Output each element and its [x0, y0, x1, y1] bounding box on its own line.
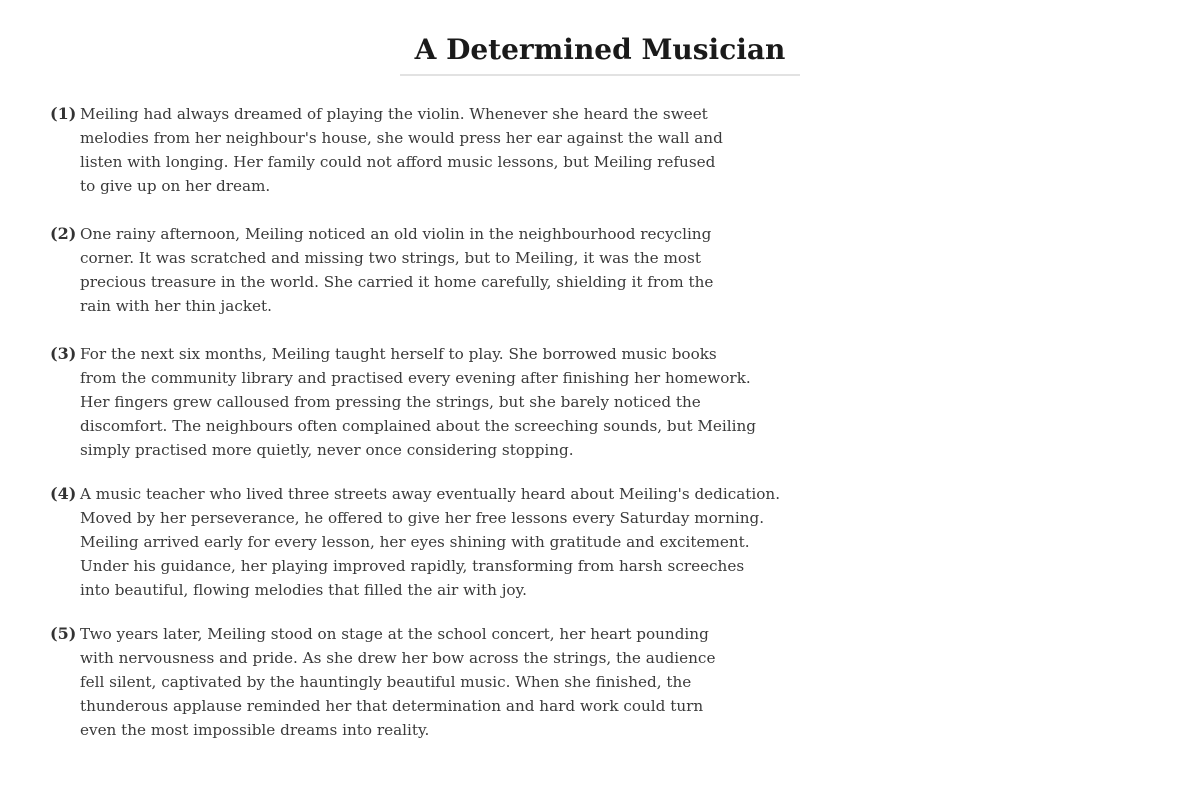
text-line: precious treasure in the world. She carried it home carefully, shielding it from the	[80, 273, 714, 291]
paragraph-2	[50, 222, 780, 318]
text-line: Meiling arrived early for every lesson, her eyes shining with gratitude and excitement.	[80, 533, 750, 551]
text-line: to give up on her dream.	[80, 177, 271, 195]
paragraph-number: (3)	[50, 344, 77, 363]
paragraph-3	[50, 342, 780, 462]
text-line: into beautiful, flowing melodies that filled the air with joy.	[80, 581, 527, 599]
paragraph-text	[80, 342, 780, 462]
text-line: corner. It was scratched and missing two strings, but to Meiling, it was the most	[80, 249, 701, 267]
paragraph-number: (5)	[50, 624, 77, 643]
text-line: Two years later, Meiling stood on stage at the school concert, her heart pounding	[80, 625, 709, 643]
text-line: One rainy afternoon, Meiling noticed an old violin in the neighbourhood recycling	[80, 225, 712, 243]
text-line: with nervousness and pride. As she drew her bow across the strings, the audience	[80, 649, 716, 667]
text-line: from the community library and practised every evening after finishing her homework.	[80, 369, 751, 387]
paragraph-text	[80, 482, 780, 602]
text-line: rain with her thin jacket.	[80, 297, 272, 315]
text-line: discomfort. The neighbours often complained about the screeching sounds, but Meiling	[80, 417, 756, 435]
text-line: melodies from her neighbour's house, she would press her ear against the wall and	[80, 129, 723, 147]
paragraph-number: (2)	[50, 224, 77, 243]
text-line: even the most impossible dreams into reality.	[80, 721, 430, 739]
paragraph-text	[80, 102, 780, 198]
text-line: For the next six months, Meiling taught herself to play. She borrowed music books	[80, 345, 717, 363]
paragraph-4	[50, 482, 780, 602]
paragraph-1	[50, 102, 780, 198]
text-line: Her fingers grew calloused from pressing the strings, but she barely noticed the	[80, 393, 701, 411]
text-line: Meiling had always dreamed of playing the violin. Whenever she heard the sweet	[80, 105, 708, 123]
page-title: A Determined Musician	[400, 28, 800, 76]
text-line: simply practised more quietly, never once considering stopping.	[80, 441, 574, 459]
paragraph-text	[80, 622, 780, 742]
paragraph-number: (1)	[50, 104, 77, 123]
paragraph-5	[50, 622, 780, 742]
text-line: Under his guidance, her playing improved rapidly, transforming from harsh screeches	[80, 557, 745, 575]
text-line: thunderous applause reminded her that determination and hard work could turn	[80, 697, 704, 715]
text-line: A music teacher who lived three streets away eventually heard about Meiling's dedication.	[80, 485, 781, 503]
text-line: Moved by her perseverance, he offered to give her free lessons every Saturday morning.	[80, 509, 765, 527]
paragraph-number: (4)	[50, 484, 77, 503]
text-line: fell silent, captivated by the hauntingly beautiful music. When she finished, the	[80, 673, 692, 691]
text-line: listen with longing. Her family could not afford music lessons, but Meiling refused	[80, 153, 716, 171]
paragraph-text	[80, 222, 780, 318]
